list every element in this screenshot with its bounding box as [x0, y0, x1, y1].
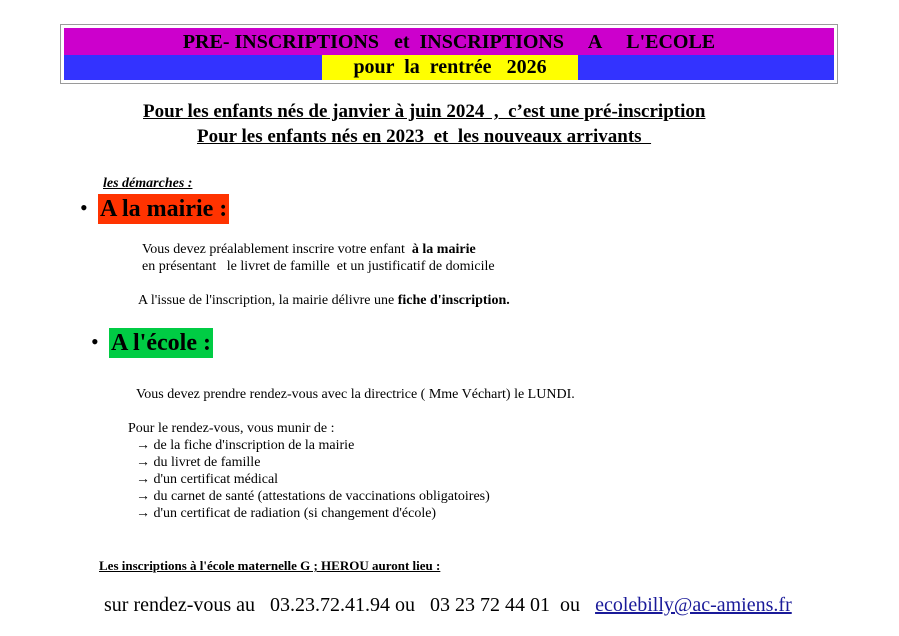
mairie-line-1-text: Vous devez préalablement inscrire votre enfant	[142, 242, 412, 257]
mairie-line-1-bold: à la mairie	[411, 242, 476, 257]
mairie-line-2: en présentant le livret de famille et un justificatif de domicile	[142, 259, 495, 274]
page-subtitle: pour la rentrée 2026	[322, 55, 578, 80]
ecole-rdv: Vous devez prendre rendez-vous avec la directrice ( Mme Véchart) le LUNDI.	[136, 387, 575, 402]
email-link[interactable]: ecolebilly@ac-amiens.fr	[595, 594, 792, 616]
mairie-line-1	[142, 241, 476, 258]
contact-text: sur rendez-vous au 03.23.72.41.94 ou 03 23 72 44 01 ou	[104, 594, 596, 616]
bullet-ecole: •	[91, 329, 99, 354]
intro-line-2: Pour les enfants nés en 2023 et les nouveaux arrivants	[197, 126, 652, 147]
ecole-list-intro: Pour le rendez-vous, vous munir de :	[128, 421, 335, 436]
mairie-line-3	[138, 292, 510, 309]
mairie-line-3-text: A l'issue de l'inscription, la mairie délivre une	[138, 293, 398, 308]
list-item: → du carnet de santé (attestations de vaccinations obligatoires)	[136, 489, 490, 504]
header-banner	[60, 24, 838, 84]
list-item: → de la fiche d'inscription de la mairie	[136, 438, 355, 453]
intro-line-1: Pour les enfants nés de janvier à juin 2024 , c’est une pré-inscription	[143, 101, 706, 122]
bullet-mairie: •	[80, 195, 88, 220]
contact-line	[104, 594, 792, 617]
list-item: → d'un certificat de radiation (si changement d'école)	[136, 506, 437, 521]
section-title-ecole: A l'école :	[111, 330, 211, 356]
mairie-line-3-bold: fiche d'inscription.	[397, 293, 510, 308]
page-title: PRE- INSCRIPTIONS et INSCRIPTIONS A L'ECOLE	[182, 31, 716, 53]
section-title-mairie: A la mairie :	[100, 196, 228, 222]
inscription-notice: Les inscriptions à l'école maternelle G ; HEROU auront lieu :	[99, 558, 441, 573]
list-item: → du livret de famille	[136, 455, 261, 470]
list-item: → d'un certificat médical	[136, 472, 279, 487]
steps-label: les démarches :	[103, 176, 193, 191]
